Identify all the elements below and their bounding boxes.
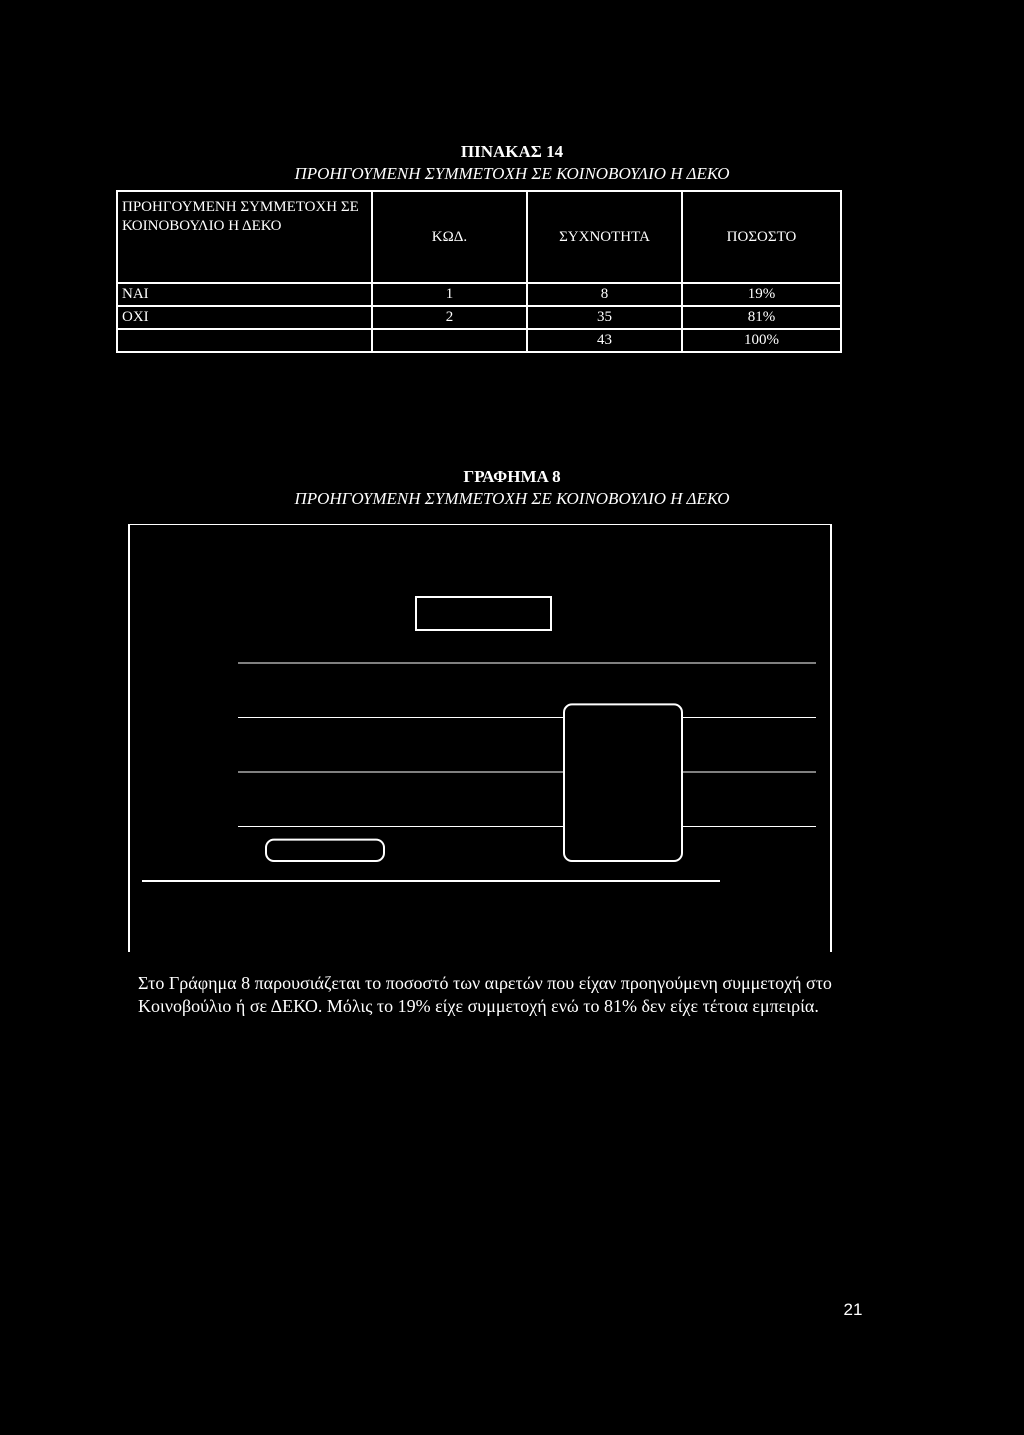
column-header-category: ΠΡΟΗΓΟΥΜΕΝΗ ΣΥΜΜΕΤΟΧΗ ΣΕ ΚΟΙΝΟΒΟΥΛΙΟ Η ΔΕΚΟ	[117, 191, 372, 283]
total-code-empty	[372, 329, 527, 352]
row-code: 2	[372, 306, 527, 329]
table-row	[117, 283, 841, 306]
table-total-row	[117, 329, 841, 352]
row-label: ΟΧΙ	[117, 306, 372, 329]
frequency-table	[116, 190, 842, 353]
row-frequency: 8	[527, 283, 682, 306]
total-label-empty	[117, 329, 372, 352]
total-percent: 100%	[682, 329, 841, 352]
bar-chart	[130, 525, 830, 953]
chart-bars	[266, 704, 682, 861]
row-label: ΝΑΙ	[117, 283, 372, 306]
chart-legend-box	[416, 597, 551, 630]
bar-ΝΑΙ	[266, 840, 384, 861]
chart-frame	[128, 524, 832, 952]
description-paragraph: Στο Γράφημα 8 παρουσιάζεται το ποσοστό των αιρετών που είχαν προηγούμενη συμμετοχή στο Κοινοβούλιο ή σε ΔΕΚΟ. Μόλις το 19% είχε συμμετοχή ενώ το 81% δεν είχε τέτοια εμπειρία.	[138, 973, 832, 1016]
bar-ΟΧΙ	[564, 704, 682, 861]
row-frequency: 35	[527, 306, 682, 329]
chart-gridlines	[142, 663, 816, 881]
table-row	[117, 306, 841, 329]
row-code: 1	[372, 283, 527, 306]
total-frequency: 43	[527, 329, 682, 352]
column-header-percent: ΠΟΣΟΣΤΟ	[682, 191, 841, 283]
row-percent: 19%	[682, 283, 841, 306]
column-header-code: ΚΩΔ.	[372, 191, 527, 283]
page-number: 21	[843, 1300, 863, 1319]
chart-heading: ΓΡΑΦΗΜΑ 8	[463, 467, 561, 486]
table-subtitle: ΠΡΟΗΓΟΥΜΕΝΗ ΣΥΜΜΕΤΟΧΗ ΣΕ ΚΟΙΝΟΒΟΥΛΙΟ Η ΔΕΚΟ	[294, 164, 730, 183]
table-header-row	[117, 191, 841, 283]
row-percent: 81%	[682, 306, 841, 329]
column-header-frequency: ΣΥΧΝΟΤΗΤΑ	[527, 191, 682, 283]
chart-subtitle: ΠΡΟΗΓΟΥΜΕΝΗ ΣΥΜΜΕΤΟΧΗ ΣΕ ΚΟΙΝΟΒΟΥΛΙΟ Η ΔΕΚΟ	[294, 489, 730, 508]
table-heading: ΠΙΝΑΚΑΣ 14	[460, 142, 564, 161]
